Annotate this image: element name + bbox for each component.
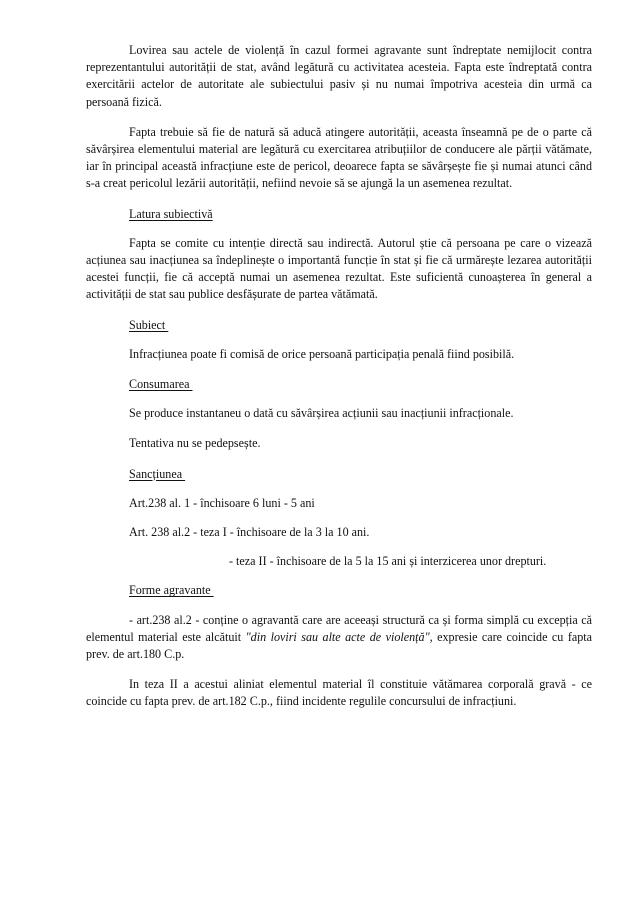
paragraph-subiect: Infracțiunea poate fi comisă de orice persoană participația penală fiind posibilă.	[129, 346, 515, 361]
heading-consumarea: Consumarea	[129, 377, 193, 392]
paragraph-natura-faptei: Fapta trebuie să fie de natură să aducă atingere autorității, aceasta înseamnă pe de o parte că săvârșirea elementului material are legătură cu exercitarea atribuțiilor de conducere ale părții vătămate, iar în principal această infracțiune este de pericol, deoarece fapta se săvârșește fie și numai atunci când s-a creat pericolul lezării autorității, nefiind nevoie să se ajungă la un asemenea rezultat.	[86, 124, 592, 191]
heading-subiect: Subiect	[129, 317, 169, 332]
paragraph-intentie: Fapta se comite cu intenție directă sau indirectă. Autorul știe că persoana pe care o vizează acțiunea sau inacțiunea sa îndeplinește o importantă funcție în stat și fie că urmărește lezarea autorității acestei funcții, fie că acceptă numai un asemenea rezultat. Este suficientă cunoașterea în general a activității de stat sau publice desfășurate de partea vătămată.	[86, 235, 592, 302]
paragraph-consumarea: Se produce instantaneu o dată cu săvârșirea acțiunii sau inacțiunii infracționale.	[129, 406, 514, 421]
paragraph-teza-ii: In teza II a acestui aliniat elementul material îl constituie vătămarea corporală gravă - ce coincide cu fapta prev. de art.182 C.p., fiind incidente regulile concursului de infracțiuni.	[86, 677, 592, 709]
paragraph-forme-agravante-quote: "din loviri sau alte acte de violență",	[245, 629, 433, 644]
heading-forme-agravante: Forme agravante	[129, 583, 214, 598]
sanction-line-al2-teza1: Art. 238 al.2 - teza I - închisoare de la 3 la 10 ani.	[129, 525, 370, 540]
paragraph-lovirea: Lovirea sau actele de violență în cazul formei agravante sunt îndreptate nemijlocit contra reprezentantului autorității de stat, având legătură cu activitatea acesteia. Fapta este îndreptată contra exercitării actelor de autoritate ale subiectului pasiv și nu numai împotriva acesteia din urmă ca persoană fizică.	[86, 43, 592, 109]
paragraph-forme-agravante	[86, 612, 592, 664]
heading-latura-subiectiva: Latura subiectivă	[129, 206, 213, 221]
heading-sanctiunea: Sancțiunea	[129, 466, 186, 481]
sanction-line-al2-teza2: - teza II - închisoare de la 5 la 15 ani și interzicerea unor drepturi.	[229, 554, 547, 569]
paragraph-forme-agravante-text-a: - art.238 al.2 - conține o agravantă care are aceeași structură ca și forma simplă cu excepția că elementul material este alcătuit	[86, 612, 592, 644]
sanction-line-al1: Art.238 al. 1 - închisoare 6 luni - 5 ani	[129, 495, 315, 510]
document-page	[86, 42, 592, 722]
paragraph-forme-agravante-text-b: expresie care coincide cu fapta prev. de art.180 C.p.	[86, 629, 592, 662]
paragraph-tentativa: Tentativa nu se pedepsește.	[129, 436, 261, 451]
